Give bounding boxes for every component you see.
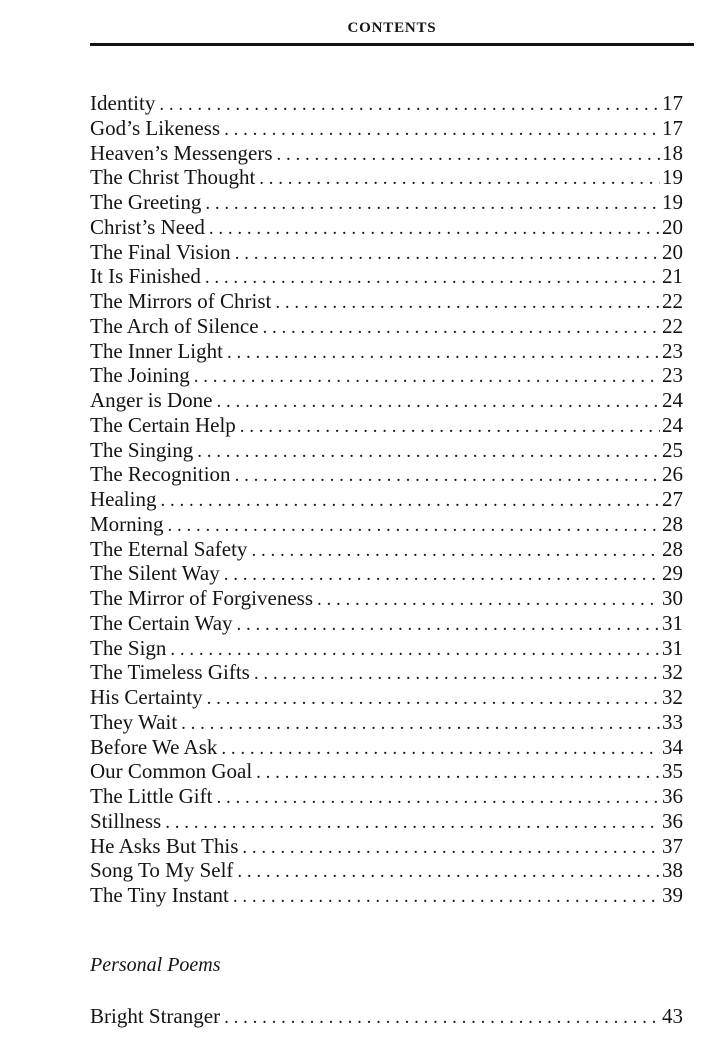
- toc-entry-page-number: 31: [662, 635, 683, 660]
- toc-entry-page-number: 17: [662, 91, 683, 115]
- toc-entry: [90, 710, 683, 735]
- dot-leader: [227, 341, 660, 366]
- dot-leader: [242, 836, 660, 861]
- toc-entry-page-number: 35: [662, 759, 683, 784]
- toc-entry: [90, 784, 683, 809]
- toc-entry-page-number: 20: [662, 214, 683, 239]
- toc-entry: [90, 116, 683, 141]
- toc-entry: [90, 685, 683, 710]
- toc-entry-page-number: 28: [662, 511, 683, 536]
- toc-entry-title: He Asks But This: [90, 833, 239, 858]
- toc-entry: [90, 512, 683, 537]
- toc-entry: [90, 339, 683, 364]
- toc-entry: [90, 91, 683, 116]
- toc-entry-page-number: 19: [662, 165, 683, 190]
- toc-entry: [90, 462, 683, 487]
- toc-entry-title: The Christ Thought: [90, 165, 256, 190]
- dot-leader: [275, 291, 660, 316]
- toc-list: [90, 91, 683, 908]
- dot-leader: [194, 365, 660, 390]
- toc-entry-title: The Joining: [90, 363, 190, 388]
- toc-entry: [90, 190, 683, 215]
- toc-entry-title: God’s Likeness: [90, 115, 221, 140]
- toc-entry-page-number: 17: [662, 115, 683, 140]
- dot-leader: [224, 118, 660, 143]
- toc-entry-title: Before We Ask: [90, 734, 218, 759]
- toc-entry-page-number: 34: [662, 734, 683, 759]
- toc-entry: [90, 1004, 683, 1029]
- toc-entry-page-number: 22: [662, 289, 683, 313]
- toc-entry-title: The Timeless Gifts: [90, 660, 250, 685]
- toc-entry: [90, 611, 683, 636]
- toc-entry-title: The Mirror of Forgiveness: [90, 586, 313, 610]
- toc-entry: [90, 215, 683, 240]
- toc-entry-title: The Final Vision: [90, 239, 231, 264]
- toc-entry: [90, 141, 683, 166]
- dot-leader: [205, 266, 660, 291]
- toc-entry-page-number: 23: [662, 338, 683, 363]
- toc-entry-title: Song To My Self: [90, 858, 234, 883]
- toc-entry: [90, 438, 683, 463]
- toc-entry-title: Christ’s Need: [90, 214, 205, 239]
- dot-leader: [209, 217, 660, 242]
- dot-leader: [254, 662, 660, 687]
- toc-entry-title: The Certain Help: [90, 412, 236, 437]
- toc-entry: [90, 759, 683, 784]
- toc-entry: [90, 586, 683, 611]
- header-rule: [90, 43, 694, 46]
- dot-leader: [224, 1006, 660, 1031]
- dot-leader: [170, 638, 660, 663]
- dot-leader: [259, 167, 660, 192]
- toc-entry-title: The Mirrors of Christ: [90, 289, 272, 313]
- toc-entry: [90, 487, 683, 512]
- dot-leader: [237, 860, 660, 885]
- toc-entry-title: The Arch of Silence: [90, 313, 259, 338]
- toc-entry-page-number: 32: [662, 685, 683, 709]
- toc-entry: [90, 636, 683, 661]
- dot-leader: [168, 514, 661, 539]
- toc-entry: [90, 883, 683, 908]
- toc-entry: [90, 165, 683, 190]
- toc-entry: [90, 314, 683, 339]
- toc-entry: [90, 561, 683, 586]
- toc-entry-title: The Silent Way: [90, 561, 220, 586]
- toc-entry-title: The Recognition: [90, 462, 231, 487]
- dot-leader: [216, 390, 660, 415]
- toc-entry-page-number: 33: [662, 709, 683, 734]
- toc-entry-title: Anger is Done: [90, 388, 213, 412]
- toc-entry-page-number: 18: [662, 140, 683, 165]
- toc-entry-title: The Tiny Instant: [90, 883, 229, 907]
- toc-entry-page-number: 39: [662, 883, 683, 907]
- toc-entry-title: The Greeting: [90, 190, 202, 214]
- toc-entry-page-number: 36: [662, 808, 683, 833]
- toc-entry-page-number: 27: [662, 487, 683, 511]
- toc-entry: [90, 834, 683, 859]
- toc-entry: [90, 537, 683, 562]
- dot-leader: [317, 588, 660, 613]
- toc-entry-title: They Wait: [90, 709, 178, 734]
- toc-entry-page-number: 30: [662, 586, 683, 610]
- section-heading-personal-poems: Personal Poems: [90, 954, 221, 976]
- toc-entry-title: The Inner Light: [90, 338, 223, 363]
- toc-entry: [90, 240, 683, 265]
- toc-list-personal-poems: [90, 1004, 683, 1029]
- toc-entry: [90, 388, 683, 413]
- toc-entry-page-number: 37: [662, 833, 683, 858]
- toc-entry: [90, 289, 683, 314]
- toc-entry-page-number: 32: [662, 660, 683, 685]
- dot-leader: [224, 563, 660, 588]
- page-header: [0, 18, 720, 48]
- toc-entry-page-number: 22: [662, 313, 683, 338]
- toc-entry-title: Identity: [90, 91, 156, 115]
- toc-entry-title: The Certain Way: [90, 610, 233, 635]
- dot-leader: [263, 316, 660, 341]
- dot-leader: [207, 687, 660, 712]
- toc-entry-page-number: 28: [662, 536, 683, 561]
- toc-entry-page-number: 20: [662, 239, 683, 264]
- toc-entry-title: The Eternal Safety: [90, 536, 248, 561]
- toc-entry-title: It Is Finished: [90, 264, 201, 289]
- toc-entry-page-number: 25: [662, 437, 683, 462]
- toc-entry-title: Stillness: [90, 808, 162, 833]
- toc-entry-title: Bright Stranger: [90, 1004, 221, 1028]
- toc-entry-page-number: 26: [662, 462, 683, 487]
- dot-leader: [240, 415, 660, 440]
- dot-leader: [277, 143, 660, 168]
- toc-entry-page-number: 38: [662, 858, 683, 883]
- contents-heading: CONTENTS: [347, 20, 437, 36]
- toc-entry: [90, 735, 683, 760]
- dot-leader: [235, 242, 660, 267]
- toc-entry-page-number: 29: [662, 561, 683, 586]
- toc-entry-title: His Certainty: [90, 685, 203, 709]
- dot-leader: [256, 761, 660, 786]
- toc-entry: [90, 809, 683, 834]
- toc-entry-title: The Singing: [90, 437, 194, 462]
- dot-leader: [237, 613, 660, 638]
- toc-entry-title: Morning: [90, 511, 164, 536]
- dot-leader: [205, 192, 660, 217]
- toc-entry: [90, 363, 683, 388]
- toc-entry-page-number: 31: [662, 610, 683, 635]
- toc-entry-page-number: 19: [662, 190, 683, 214]
- toc-entry: [90, 264, 683, 289]
- dot-leader: [197, 440, 660, 465]
- toc-entry-page-number: 23: [662, 363, 683, 388]
- toc-entry-page-number: 21: [662, 264, 683, 289]
- dot-leader: [165, 811, 660, 836]
- toc-entry-title: Our Common Goal: [90, 759, 253, 784]
- toc-entry-page-number: 36: [662, 784, 683, 808]
- dot-leader: [159, 93, 660, 118]
- toc-entry-title: The Little Gift: [90, 784, 213, 808]
- toc-entry-title: The Sign: [90, 635, 167, 660]
- dot-leader: [251, 539, 660, 564]
- toc-entry: [90, 858, 683, 883]
- dot-leader: [216, 786, 660, 811]
- toc-entry-page-number: 24: [662, 412, 683, 437]
- toc-entry-title: Heaven’s Messengers: [90, 140, 273, 165]
- dot-leader: [233, 885, 660, 910]
- toc-entry-title: Healing: [90, 487, 157, 511]
- toc-entry: [90, 660, 683, 685]
- toc-entry: [90, 413, 683, 438]
- dot-leader: [235, 464, 660, 489]
- toc-entry-page-number: 43: [662, 1004, 683, 1028]
- dot-leader: [160, 489, 660, 514]
- dot-leader: [221, 737, 660, 762]
- dot-leader: [181, 712, 660, 737]
- toc-entry-page-number: 24: [662, 388, 683, 412]
